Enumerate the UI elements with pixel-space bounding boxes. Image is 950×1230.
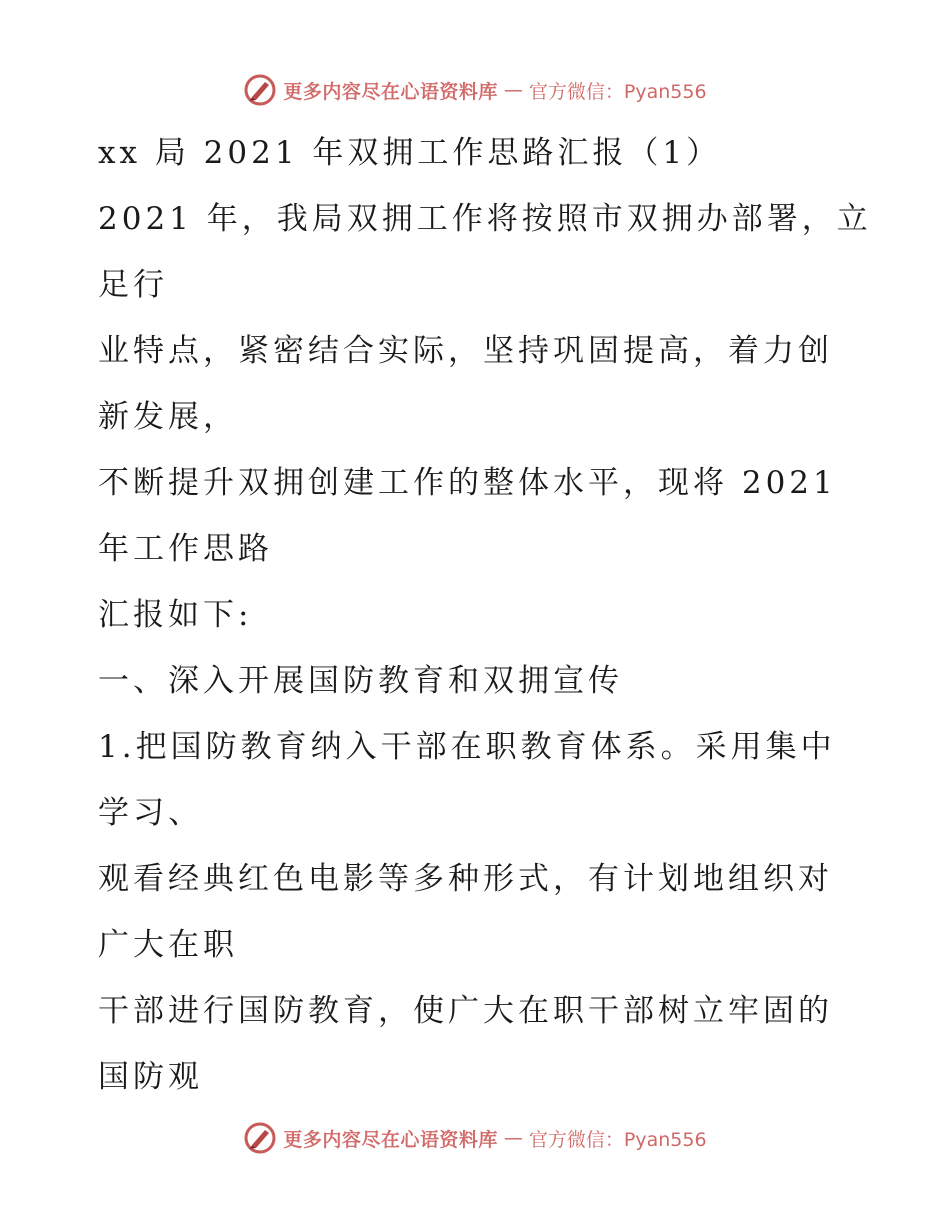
document-title: xx 局 2021 年双拥工作思路汇报（1） bbox=[98, 135, 722, 171]
paragraph-line: 观看经典红色电影等多种形式，有计划地组织对 bbox=[98, 861, 833, 897]
paragraph-line: 新发展， bbox=[98, 399, 238, 435]
watermark-wechat: 官方微信：Pyan556 bbox=[528, 1128, 707, 1151]
watermark-separator: — bbox=[503, 1127, 523, 1149]
paragraph-line: 广大在职 bbox=[98, 927, 238, 963]
section-heading: 一、深入开展国防教育和双拥宣传 bbox=[98, 663, 623, 699]
watermark-banner-top bbox=[0, 70, 950, 110]
paragraph-line: 2021 年，我局双拥工作将按照市双拥办部署，立 bbox=[98, 201, 872, 237]
watermark-banner-bottom bbox=[0, 1118, 950, 1158]
watermark-text: 更多内容尽在心语资料库 bbox=[283, 1128, 498, 1151]
paragraph-line: 干部进行国防教育，使广大在职干部树立牢固的 bbox=[98, 993, 833, 1029]
watermark-separator: — bbox=[503, 79, 523, 101]
pen-logo-icon bbox=[243, 1121, 277, 1155]
paragraph-line: 国防观 bbox=[98, 1059, 203, 1095]
paragraph-line: 足行 bbox=[98, 267, 168, 303]
document-body bbox=[98, 120, 872, 1110]
pen-logo-icon bbox=[243, 73, 277, 107]
paragraph-line: 年工作思路 bbox=[98, 531, 273, 567]
paragraph-line: 不断提升双拥创建工作的整体水平，现将 2021 bbox=[98, 465, 837, 501]
watermark-text: 更多内容尽在心语资料库 bbox=[283, 80, 498, 103]
paragraph-line: 1.把国防教育纳入干部在职教育体系。采用集中 bbox=[98, 729, 836, 765]
watermark-wechat: 官方微信：Pyan556 bbox=[528, 80, 707, 103]
paragraph-line: 业特点，紧密结合实际，坚持巩固提高，着力创 bbox=[98, 333, 833, 369]
paragraph-line: 汇报如下: bbox=[98, 597, 253, 633]
paragraph-line: 学习、 bbox=[98, 795, 203, 831]
